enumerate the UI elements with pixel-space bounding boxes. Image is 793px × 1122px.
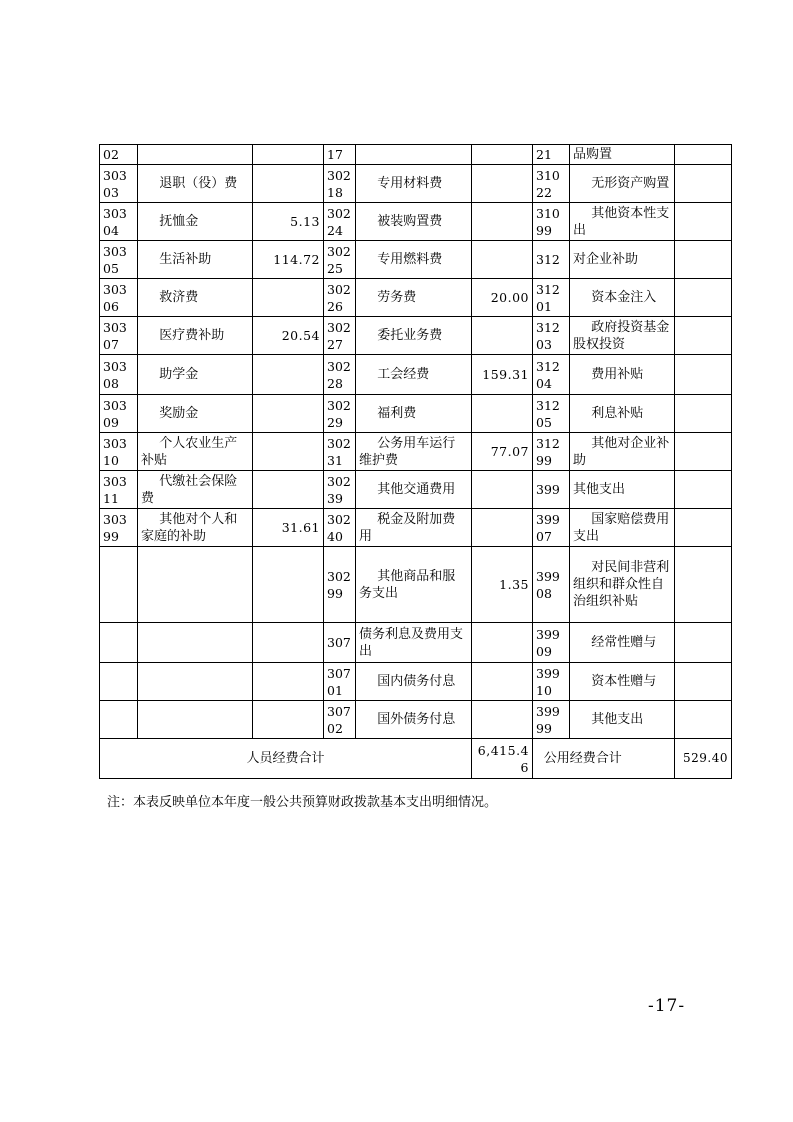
amount-cell [675, 203, 732, 241]
subject-name-cell [138, 547, 253, 623]
subject-name-cell: 政府投资基金股权投资 [570, 317, 675, 355]
table-body [100, 145, 732, 739]
subject-code-cell: 303 99 [100, 509, 138, 547]
table-row [100, 471, 732, 509]
amount-cell [675, 623, 732, 663]
public-total-label: 公用经费合计 [533, 739, 675, 779]
table-row [100, 165, 732, 203]
subject-code-cell: 307 02 [324, 701, 356, 739]
page-number: -17- [648, 996, 686, 1016]
amount-cell [675, 241, 732, 279]
amount-cell [675, 701, 732, 739]
subject-name-cell: 专用材料费 [356, 165, 472, 203]
amount-cell [675, 279, 732, 317]
subject-code-cell: 399 07 [533, 509, 570, 547]
subject-name-cell: 委托业务费 [356, 317, 472, 355]
table-row [100, 395, 732, 433]
amount-cell: 77.07 [472, 433, 533, 471]
amount-cell [253, 279, 324, 317]
subject-name-cell: 无形资产购置 [570, 165, 675, 203]
subject-name-cell: 经常性赠与 [570, 623, 675, 663]
subject-name-cell: 助学金 [138, 355, 253, 395]
subject-code-cell: 399 08 [533, 547, 570, 623]
amount-cell [253, 623, 324, 663]
subject-name-cell [138, 663, 253, 701]
subject-name-cell [138, 701, 253, 739]
table-row [100, 203, 732, 241]
subject-name-cell: 医疗费补助 [138, 317, 253, 355]
amount-cell [253, 395, 324, 433]
subject-code-cell: 312 04 [533, 355, 570, 395]
amount-cell [253, 355, 324, 395]
subject-name-cell: 其他支出 [570, 701, 675, 739]
subject-code-cell: 312 01 [533, 279, 570, 317]
table-row [100, 509, 732, 547]
subject-name-cell: 利息补贴 [570, 395, 675, 433]
amount-cell [472, 203, 533, 241]
subject-code-cell: 310 99 [533, 203, 570, 241]
amount-cell [675, 395, 732, 433]
amount-cell [675, 509, 732, 547]
amount-cell: 20.00 [472, 279, 533, 317]
personnel-total-label: 人员经费合计 [100, 739, 472, 779]
subject-name-cell: 奖励金 [138, 395, 253, 433]
subject-name-cell: 对企业补助 [570, 241, 675, 279]
subject-code-cell: 307 [324, 623, 356, 663]
subject-name-cell: 其他商品和服务支出 [356, 547, 472, 623]
amount-cell [253, 663, 324, 701]
subject-code-cell: 310 22 [533, 165, 570, 203]
subject-name-cell: 专用燃料费 [356, 241, 472, 279]
amount-cell [675, 317, 732, 355]
subject-name-cell: 劳务费 [356, 279, 472, 317]
amount-cell [253, 433, 324, 471]
subject-code-cell: 312 [533, 241, 570, 279]
subject-code-cell: 312 99 [533, 433, 570, 471]
amount-cell [675, 471, 732, 509]
subject-code-cell [100, 701, 138, 739]
subject-code-cell: 303 09 [100, 395, 138, 433]
subject-name-cell: 其他对个人和家庭的补助 [138, 509, 253, 547]
subject-code-cell [100, 547, 138, 623]
subject-name-cell: 福利费 [356, 395, 472, 433]
subject-code-cell [100, 623, 138, 663]
subject-name-cell: 其他资本性支出 [570, 203, 675, 241]
subject-name-cell: 其他对企业补助 [570, 433, 675, 471]
table-row [100, 317, 732, 355]
amount-cell [253, 547, 324, 623]
table-row [100, 241, 732, 279]
subject-name-cell: 品购置 [570, 145, 675, 165]
subject-name-cell: 退职（役）费 [138, 165, 253, 203]
subject-code-cell: 302 31 [324, 433, 356, 471]
subject-code-cell: 302 29 [324, 395, 356, 433]
subject-name-cell: 其他交通费用 [356, 471, 472, 509]
table-row [100, 279, 732, 317]
amount-cell: 31.61 [253, 509, 324, 547]
subject-code-cell: 302 99 [324, 547, 356, 623]
subject-name-cell [138, 145, 253, 165]
subject-code-cell: 303 05 [100, 241, 138, 279]
subject-code-cell: 02 [100, 145, 138, 165]
table-row [100, 663, 732, 701]
subject-name-cell: 被装购置费 [356, 203, 472, 241]
amount-cell [472, 165, 533, 203]
subject-name-cell: 资本金注入 [570, 279, 675, 317]
subject-code-cell: 303 07 [100, 317, 138, 355]
subject-code-cell: 21 [533, 145, 570, 165]
amount-cell [472, 623, 533, 663]
subject-code-cell: 307 01 [324, 663, 356, 701]
amount-cell [472, 317, 533, 355]
amount-cell [675, 547, 732, 623]
amount-cell [253, 165, 324, 203]
subject-code-cell: 303 08 [100, 355, 138, 395]
amount-cell [675, 145, 732, 165]
subject-name-cell: 个人农业生产补贴 [138, 433, 253, 471]
amount-cell [472, 241, 533, 279]
subject-name-cell: 生活补助 [138, 241, 253, 279]
amount-cell: 1.35 [472, 547, 533, 623]
subject-code-cell: 312 03 [533, 317, 570, 355]
subject-code-cell: 303 04 [100, 203, 138, 241]
subject-code-cell: 399 09 [533, 623, 570, 663]
subject-name-cell: 代缴社会保险费 [138, 471, 253, 509]
subject-name-cell: 对民间非营利组织和群众性自治组织补贴 [570, 547, 675, 623]
amount-cell [253, 471, 324, 509]
subject-name-cell [356, 145, 472, 165]
subject-code-cell: 302 24 [324, 203, 356, 241]
subject-name-cell: 国内债务付息 [356, 663, 472, 701]
amount-cell [472, 663, 533, 701]
subject-code-cell: 399 10 [533, 663, 570, 701]
amount-cell [472, 145, 533, 165]
subject-code-cell [100, 663, 138, 701]
subject-code-cell: 302 25 [324, 241, 356, 279]
subject-code-cell: 312 05 [533, 395, 570, 433]
amount-cell [472, 395, 533, 433]
table-row [100, 701, 732, 739]
table-footnote: 注：本表反映单位本年度一般公共预算财政拨款基本支出明细情况。 [107, 795, 498, 810]
amount-cell [253, 145, 324, 165]
amount-cell [472, 471, 533, 509]
subject-code-cell: 302 28 [324, 355, 356, 395]
subject-code-cell: 302 40 [324, 509, 356, 547]
amount-cell [675, 355, 732, 395]
amount-cell [675, 165, 732, 203]
subject-name-cell: 国外债务付息 [356, 701, 472, 739]
amount-cell [253, 701, 324, 739]
subject-name-cell: 救济费 [138, 279, 253, 317]
public-total-value: 529.40 [675, 739, 732, 779]
subject-code-cell: 303 10 [100, 433, 138, 471]
subject-name-cell: 工会经费 [356, 355, 472, 395]
subject-name-cell: 国家赔偿费用支出 [570, 509, 675, 547]
amount-cell: 20.54 [253, 317, 324, 355]
subject-name-cell: 公务用车运行维护费 [356, 433, 472, 471]
table-row [100, 547, 732, 623]
amount-cell: 114.72 [253, 241, 324, 279]
amount-cell [675, 433, 732, 471]
subject-code-cell: 303 11 [100, 471, 138, 509]
table-row [100, 433, 732, 471]
subject-code-cell: 303 06 [100, 279, 138, 317]
subject-code-cell: 17 [324, 145, 356, 165]
expenditure-detail-table [99, 144, 732, 779]
amount-cell [472, 701, 533, 739]
subject-name-cell: 债务利息及费用支出 [356, 623, 472, 663]
subject-name-cell: 其他支出 [570, 471, 675, 509]
amount-cell: 5.13 [253, 203, 324, 241]
totals-row [100, 739, 732, 779]
subject-name-cell: 税金及附加费用 [356, 509, 472, 547]
subject-code-cell: 302 27 [324, 317, 356, 355]
table-row [100, 623, 732, 663]
subject-name-cell: 抚恤金 [138, 203, 253, 241]
amount-cell [472, 509, 533, 547]
subject-name-cell: 费用补贴 [570, 355, 675, 395]
subject-code-cell: 302 26 [324, 279, 356, 317]
subject-code-cell: 302 18 [324, 165, 356, 203]
table-row [100, 355, 732, 395]
table-row [100, 145, 732, 165]
subject-code-cell: 303 03 [100, 165, 138, 203]
subject-code-cell: 399 [533, 471, 570, 509]
amount-cell: 159.31 [472, 355, 533, 395]
subject-name-cell: 资本性赠与 [570, 663, 675, 701]
personnel-total-value: 6,415.46 [472, 739, 533, 779]
subject-name-cell [138, 623, 253, 663]
subject-code-cell: 302 39 [324, 471, 356, 509]
subject-code-cell: 399 99 [533, 701, 570, 739]
amount-cell [675, 663, 732, 701]
